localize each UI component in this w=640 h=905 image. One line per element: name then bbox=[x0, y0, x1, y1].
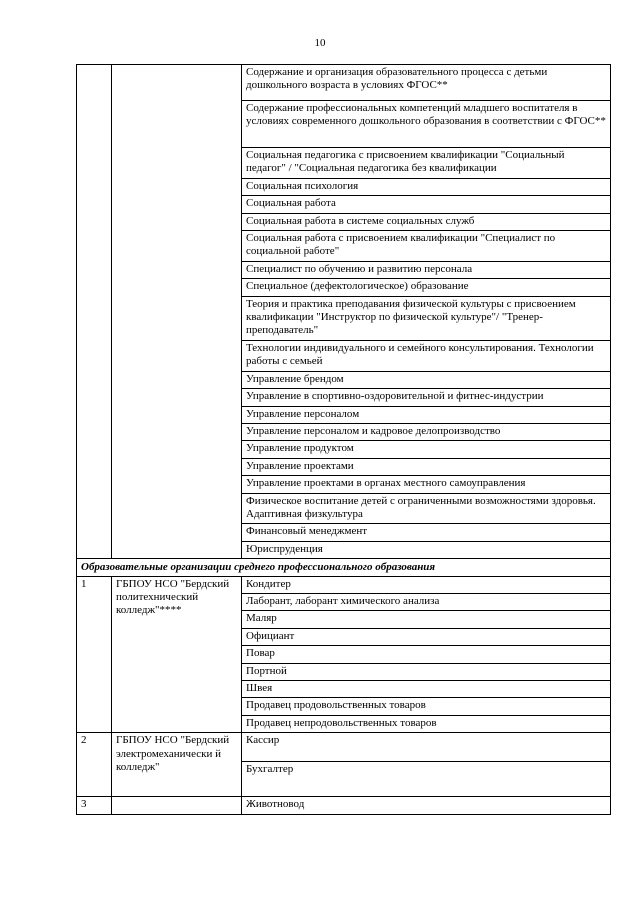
program-cell: Специальное (дефектологическое) образование bbox=[242, 279, 611, 296]
program-cell: Социальная работа с присвоением квалификации "Специалист по социальной работе" bbox=[242, 231, 611, 262]
number-cell: 1 bbox=[77, 576, 112, 733]
section-heading: Образовательные организации среднего профессионального образования bbox=[77, 559, 611, 576]
organization-name: ГБПОУ НСО "Бердский электромеханически й колледж" bbox=[112, 733, 242, 797]
program-cell: Портной bbox=[242, 663, 611, 680]
program-cell: Содержание и организация образовательного процесса с детьми дошкольного возраста в условиях ФГОС** bbox=[242, 65, 611, 101]
program-cell: Физическое воспитание детей с ограниченными возможностями здоровья. Адаптивная физкультура bbox=[242, 493, 611, 524]
programs-table bbox=[76, 64, 611, 815]
program-cell: Управление персоналом bbox=[242, 406, 611, 423]
table-row bbox=[77, 65, 611, 101]
table-row bbox=[77, 733, 611, 762]
program-cell: Маляр bbox=[242, 611, 611, 628]
program-cell: Управление персоналом и кадровое делопроизводство bbox=[242, 423, 611, 440]
program-cell: Содержание профессиональных компетенций младшего воспитателя в условиях современного дошкольного образования в соответствии с ФГОС** bbox=[242, 101, 611, 148]
program-cell: Кассир bbox=[242, 733, 611, 762]
program-cell: Социальная психология bbox=[242, 178, 611, 195]
number-cell: 2 bbox=[77, 733, 112, 797]
program-cell: Продавец продовольственных товаров bbox=[242, 698, 611, 715]
program-cell: Управление проектами в органах местного самоуправления bbox=[242, 476, 611, 493]
program-cell: Швея bbox=[242, 681, 611, 698]
program-cell: Специалист по обучению и развитию персонала bbox=[242, 261, 611, 278]
program-cell: Продавец непродовольственных товаров bbox=[242, 715, 611, 732]
page-number: 10 bbox=[314, 37, 326, 49]
number-cell: 3 bbox=[77, 797, 112, 814]
program-cell: Социальная работа в системе социальных служб bbox=[242, 213, 611, 230]
program-cell: Теория и практика преподавания физической культуры с присвоением квалификации "Инструктор по физической культуре"/ "Тренер-преподаватель" bbox=[242, 296, 611, 340]
program-cell: Управление брендом bbox=[242, 371, 611, 388]
program-cell: Управление в спортивно-оздоровительной и фитнес-индустрии bbox=[242, 389, 611, 406]
program-cell: Официант bbox=[242, 628, 611, 645]
program-cell: Юриспруденция bbox=[242, 541, 611, 558]
program-cell: Технологии индивидуального и семейного консультирования. Технологии работы с семьей bbox=[242, 340, 611, 371]
program-cell: Управление продуктом bbox=[242, 441, 611, 458]
organization-name: ГБПОУ НСО "Бердский политехнический колледж"**** bbox=[112, 576, 242, 733]
program-cell: Кондитер bbox=[242, 576, 611, 593]
section-heading-row bbox=[77, 559, 611, 576]
table-row bbox=[77, 576, 611, 593]
program-cell: Социальная педагогика с присвоением квалификации "Социальный педагог" / "Социальная педагогика без квалификации bbox=[242, 148, 611, 179]
program-cell: Бухгалтер bbox=[242, 762, 611, 797]
organization-name bbox=[112, 797, 242, 814]
program-cell: Управление проектами bbox=[242, 458, 611, 475]
program-cell: Повар bbox=[242, 646, 611, 663]
table-row bbox=[77, 797, 611, 814]
program-cell: Лаборант, лаборант химического анализа bbox=[242, 593, 611, 610]
organization-cell bbox=[112, 65, 242, 559]
program-cell: Животновод bbox=[242, 797, 611, 814]
program-cell: Финансовый менеджмент bbox=[242, 524, 611, 541]
program-cell: Социальная работа bbox=[242, 196, 611, 213]
number-cell bbox=[77, 65, 112, 559]
